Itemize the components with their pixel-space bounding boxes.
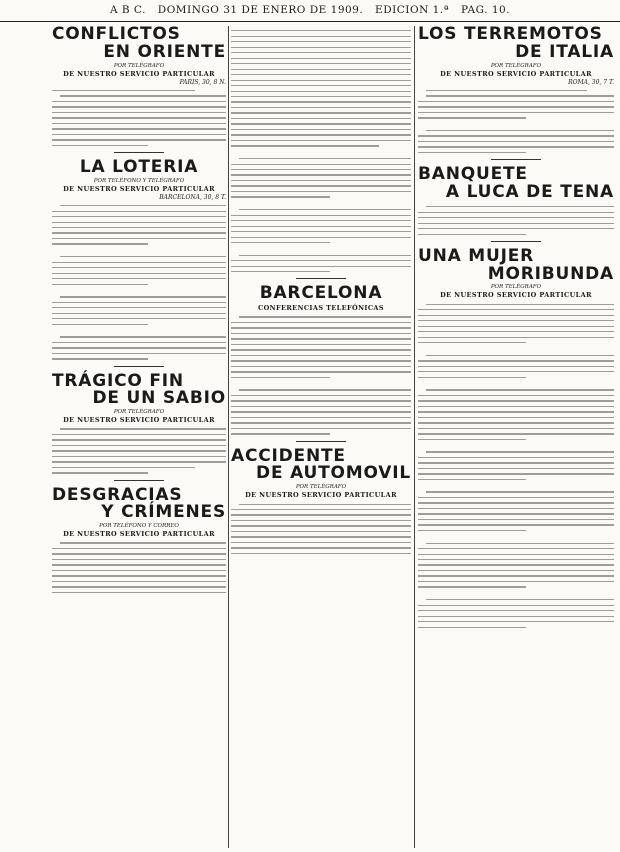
column-1: [52, 26, 226, 848]
dateline: ROMA, 30, 7 T.: [568, 78, 614, 86]
article-accidente: [231, 445, 411, 555]
headline: LOS TERREMOTOS: [418, 26, 603, 44]
dateline: PARIS, 30, 8 N.: [179, 78, 226, 86]
column-3: [418, 26, 614, 848]
article-body-continued: [231, 30, 411, 272]
headline: A LUCA DE TENA: [445, 182, 614, 203]
article-conflictos: [52, 26, 226, 153]
article-body: [52, 205, 226, 359]
headline: Y CRÍMENES: [101, 502, 226, 523]
byline: DE NUESTRO SERVICIO PARTICULAR: [63, 184, 215, 193]
column-2: [231, 26, 411, 848]
kicker: POR TELÉGRAFO: [295, 484, 347, 491]
byline: DE NUESTRO SERVICIO PARTICULAR: [63, 416, 215, 425]
edition-label: EDICION 1.ª: [375, 4, 450, 16]
article-body: [52, 428, 226, 473]
headline: MORIBUNDA: [487, 263, 614, 284]
kicker: POR TELÉFONO Y CORREO: [99, 523, 179, 530]
page-header: [0, 0, 620, 22]
kicker: POR TELÉGRAFO: [490, 62, 542, 69]
article-barcelona: [231, 285, 411, 441]
byline: DE NUESTRO SERVICIO PARTICULAR: [63, 530, 215, 539]
article-terremotos: [418, 26, 614, 160]
headline: EN ORIENTE: [103, 41, 226, 62]
article-tragico-fin: [52, 370, 226, 481]
headline: DE ITALIA: [515, 41, 614, 62]
headline: CONFLICTOS: [52, 26, 181, 44]
article-banquete: [418, 166, 614, 242]
article-body: [52, 542, 226, 593]
column-divider: [228, 26, 229, 848]
article-desgracias: [52, 484, 226, 594]
paper-name: A B C.: [109, 4, 146, 16]
byline: CONFERENCIAS TELEFÓNICAS: [258, 304, 384, 313]
article-body: [231, 316, 411, 434]
headline: LA LOTERIA: [79, 157, 199, 178]
byline: DE NUESTRO SERVICIO PARTICULAR: [440, 291, 592, 300]
byline: DE NUESTRO SERVICIO PARTICULAR: [63, 69, 215, 78]
headline: DESGRACIAS: [52, 484, 183, 505]
headline: BANQUETE: [418, 164, 528, 185]
article-body: [52, 90, 226, 146]
column-divider: [414, 26, 415, 848]
issue-date: DOMINGO 31 DE ENERO DE 1909.: [157, 4, 364, 16]
byline: DE NUESTRO SERVICIO PARTICULAR: [245, 491, 397, 500]
article-body: [231, 504, 411, 555]
headline: BARCELONA: [259, 283, 383, 304]
kicker: POR TELÉFONO Y TELÉGRAFO: [93, 177, 185, 184]
page-number: PAG. 10.: [460, 4, 511, 16]
dateline: BARCELONA, 30, 8 T.: [159, 193, 226, 201]
headline: UNA MUJER: [418, 245, 535, 266]
article-body: [418, 304, 614, 628]
byline: DE NUESTRO SERVICIO PARTICULAR: [440, 69, 592, 78]
headline: ACCIDENTE: [231, 445, 346, 466]
kicker: POR TELÉGRAFO: [113, 409, 165, 416]
headline: DE UN SABIO: [92, 388, 226, 409]
headline: TRÁGICO FIN: [52, 370, 184, 391]
article-body: [418, 206, 614, 235]
article-body: [418, 90, 614, 153]
kicker: POR TELÉGRAFO: [490, 284, 542, 291]
kicker: POR TELÉGRAFO: [113, 62, 165, 69]
article-mujer-moribunda: [418, 245, 614, 628]
headline: DE AUTOMOVIL: [256, 463, 411, 484]
article-loteria: [52, 159, 226, 367]
